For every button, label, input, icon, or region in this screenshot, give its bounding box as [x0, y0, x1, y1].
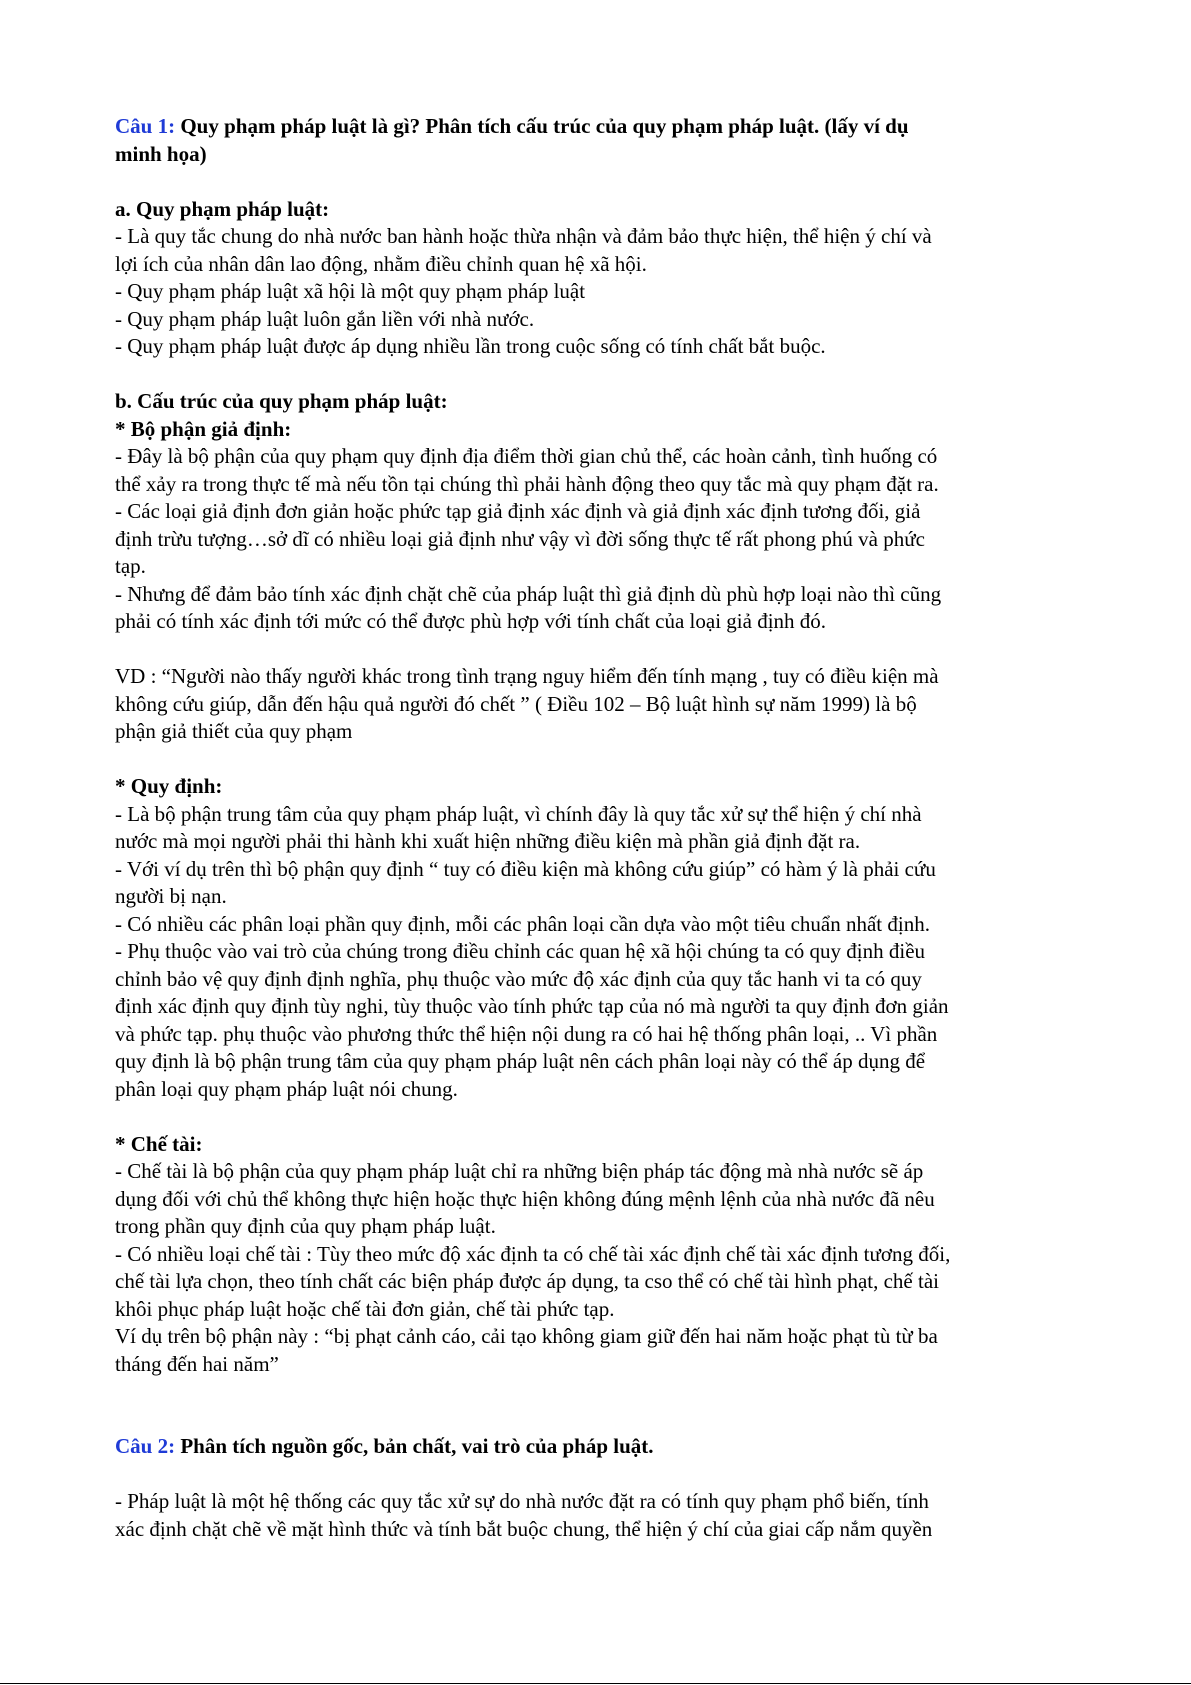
- text-line: - Quy phạm pháp luật luôn gắn liền với nhà nước.: [115, 306, 535, 331]
- text-line: chế tài lựa chọn, theo tính chất các biện pháp được áp dụng, ta cso thể có chế tài hình phạt, chế tài: [115, 1269, 939, 1293]
- text-line: và phức tạp. phụ thuộc vào phương thức thể hiện nội dung ra có hai hệ thống phân loại, .. Vì phần: [115, 1021, 938, 1046]
- text-line: Ví dụ trên bộ phận này : “bị phạt cảnh cáo, cải tạo không giam giữ đến hai năm hoặc phạt tù từ ba: [115, 1324, 938, 1348]
- text-line: - Nhưng để đảm bảo tính xác định chặt chẽ của pháp luật thì giả định dù phù hợp loại nào thì cũng: [115, 581, 942, 606]
- text-line: phân loại quy phạm pháp luật nói chung.: [115, 1076, 458, 1101]
- page-bottom-rule: [0, 1683, 1191, 1684]
- text-line: quy định là bộ phận trung tâm của quy phạm pháp luật nên cách phân loại này có thể áp dụng để: [115, 1049, 926, 1073]
- che-tai-heading: * Chế tài:: [115, 1131, 203, 1156]
- spacer: [115, 168, 1075, 196]
- question-1-label: Câu 1:: [115, 114, 176, 138]
- spacer: [115, 361, 1075, 389]
- gia-dinh-example: [115, 663, 1075, 746]
- question-2-text: Phân tích nguồn gốc, bản chất, vai trò của pháp luật.: [175, 1434, 654, 1458]
- section-a-heading: a. Quy phạm pháp luật:: [115, 196, 330, 221]
- text-line: không cứu giúp, dẫn đến hậu quả người đó chết ” ( Điều 102 – Bộ luật hình sự năm 1999) là bộ: [115, 691, 917, 716]
- text-line: định trừu tượng…sở dĩ có nhiều loại giả định như vậy vì đời sống thực tế rất phong phú và phức: [115, 526, 925, 551]
- text-line: - Quy phạm pháp luật xã hội là một quy phạm pháp luật: [115, 279, 586, 303]
- text-line: phải có tính xác định tới mức có thể được phù hợp với tính chất của loại giả định đó.: [115, 609, 827, 633]
- gia-dinh-body: [115, 443, 1075, 636]
- spacer: [115, 746, 1075, 774]
- text-line: nước mà mọi người phải thi hành khi xuất hiện những điều kiện mà phần giả định đặt ra.: [115, 829, 861, 853]
- text-line: định xác định quy định tùy nghi, tùy thuộc vào tính phức tạp của nó mà người ta quy định đơn giản: [115, 994, 949, 1018]
- text-line: - Các loại giả định đơn giản hoặc phức tạp giả định xác định và giả định xác định tương đối, giả: [115, 499, 921, 523]
- spacer: [115, 636, 1075, 664]
- text-line: tháng đến hai năm”: [115, 1351, 279, 1376]
- text-line: - Phụ thuộc vào vai trò của chúng trong điều chỉnh các quan hệ xã hội chúng ta có quy định điều: [115, 939, 926, 963]
- text-line: xác định chặt chẽ về mặt hình thức và tính bắt buộc chung, thể hiện ý chí của giai cấp nắm quyền: [115, 1516, 933, 1541]
- question-2-body: [115, 1488, 1075, 1543]
- text-line: - Là quy tắc chung do nhà nước ban hành hoặc thừa nhận và đảm bảo thực hiện, thể hiện ý chí và: [115, 224, 932, 248]
- text-line: trong phần quy định của quy phạm pháp luật.: [115, 1214, 496, 1238]
- question-2-title: [115, 1433, 1075, 1461]
- che-tai-body: [115, 1158, 1075, 1378]
- text-line: thể xảy ra trong thực tế mà nếu tồn tại chúng thì phải hành động theo quy tắc mà quy phạm đặt ra.: [115, 471, 939, 496]
- text-line: phận giả thiết của quy phạm: [115, 719, 353, 743]
- text-line: dụng đối với chủ thể không thực hiện hoặc thực hiện không đúng mệnh lệnh của nhà nước đã nêu: [115, 1186, 935, 1211]
- question-1-text: Quy phạm pháp luật là gì? Phân tích cấu trúc của quy phạm pháp luật. (lấy ví dụ: [175, 114, 909, 138]
- text-line: - Đây là bộ phận của quy phạm quy định địa điểm thời gian chủ thể, các hoàn cảnh, tình huống có: [115, 444, 938, 468]
- section-a-body: [115, 223, 1075, 361]
- document-page: [115, 113, 1075, 1543]
- text-line: - Có nhiều các phân loại phần quy định, mỗi các phân loại cần dựa vào một tiêu chuẩn nhất định.: [115, 911, 930, 936]
- text-line: - Quy phạm pháp luật được áp dụng nhiều lần trong cuộc sống có tính chất bắt buộc.: [115, 334, 826, 358]
- text-line: lợi ích của nhân dân lao động, nhằm điều chỉnh quan hệ xã hội.: [115, 251, 647, 276]
- text-line: - Có nhiều loại chế tài : Tùy theo mức độ xác định ta có chế tài xác định chế tài xác định tương đối,: [115, 1241, 951, 1266]
- text-line: chỉnh bảo vệ quy định định nghĩa, phụ thuộc vào mức độ xác định của quy tắc hanh vi ta có quy: [115, 966, 922, 991]
- text-line: tạp.: [115, 554, 146, 578]
- question-2-label: Câu 2:: [115, 1434, 176, 1458]
- quy-dinh-heading: * Quy định:: [115, 774, 223, 798]
- section-b-heading: b. Cấu trúc của quy phạm pháp luật:: [115, 389, 448, 413]
- text-line: - Chế tài là bộ phận của quy phạm pháp luật chỉ ra những biện pháp tác động mà nhà nước sẽ áp: [115, 1159, 924, 1183]
- text-line: - Với ví dụ trên thì bộ phận quy định “ tuy có điều kiện mà không cứu giúp” có hàm ý là phải cứu: [115, 856, 936, 881]
- spacer: [115, 1103, 1075, 1131]
- gia-dinh-heading: * Bộ phận giả định:: [115, 416, 292, 441]
- question-1-title: [115, 113, 1075, 141]
- text-line: VD : “Người nào thấy người khác trong tình trạng nguy hiểm đến tính mạng , tuy có điều kiện mà: [115, 664, 939, 688]
- text-line: khôi phục pháp luật hoặc chế tài đơn giản, chế tài phức tạp.: [115, 1296, 615, 1321]
- spacer: [115, 1461, 1075, 1489]
- question-1-title-cont: minh họa): [115, 141, 207, 166]
- spacer: [115, 1378, 1075, 1433]
- quy-dinh-body: [115, 801, 1075, 1104]
- text-line: - Pháp luật là một hệ thống các quy tắc xử sự do nhà nước đặt ra có tính quy phạm phổ biến, tính: [115, 1489, 929, 1513]
- text-line: người bị nạn.: [115, 884, 227, 908]
- text-line: - Là bộ phận trung tâm của quy phạm pháp luật, vì chính đây là quy tắc xử sự thể hiện ý chí nhà: [115, 801, 922, 826]
